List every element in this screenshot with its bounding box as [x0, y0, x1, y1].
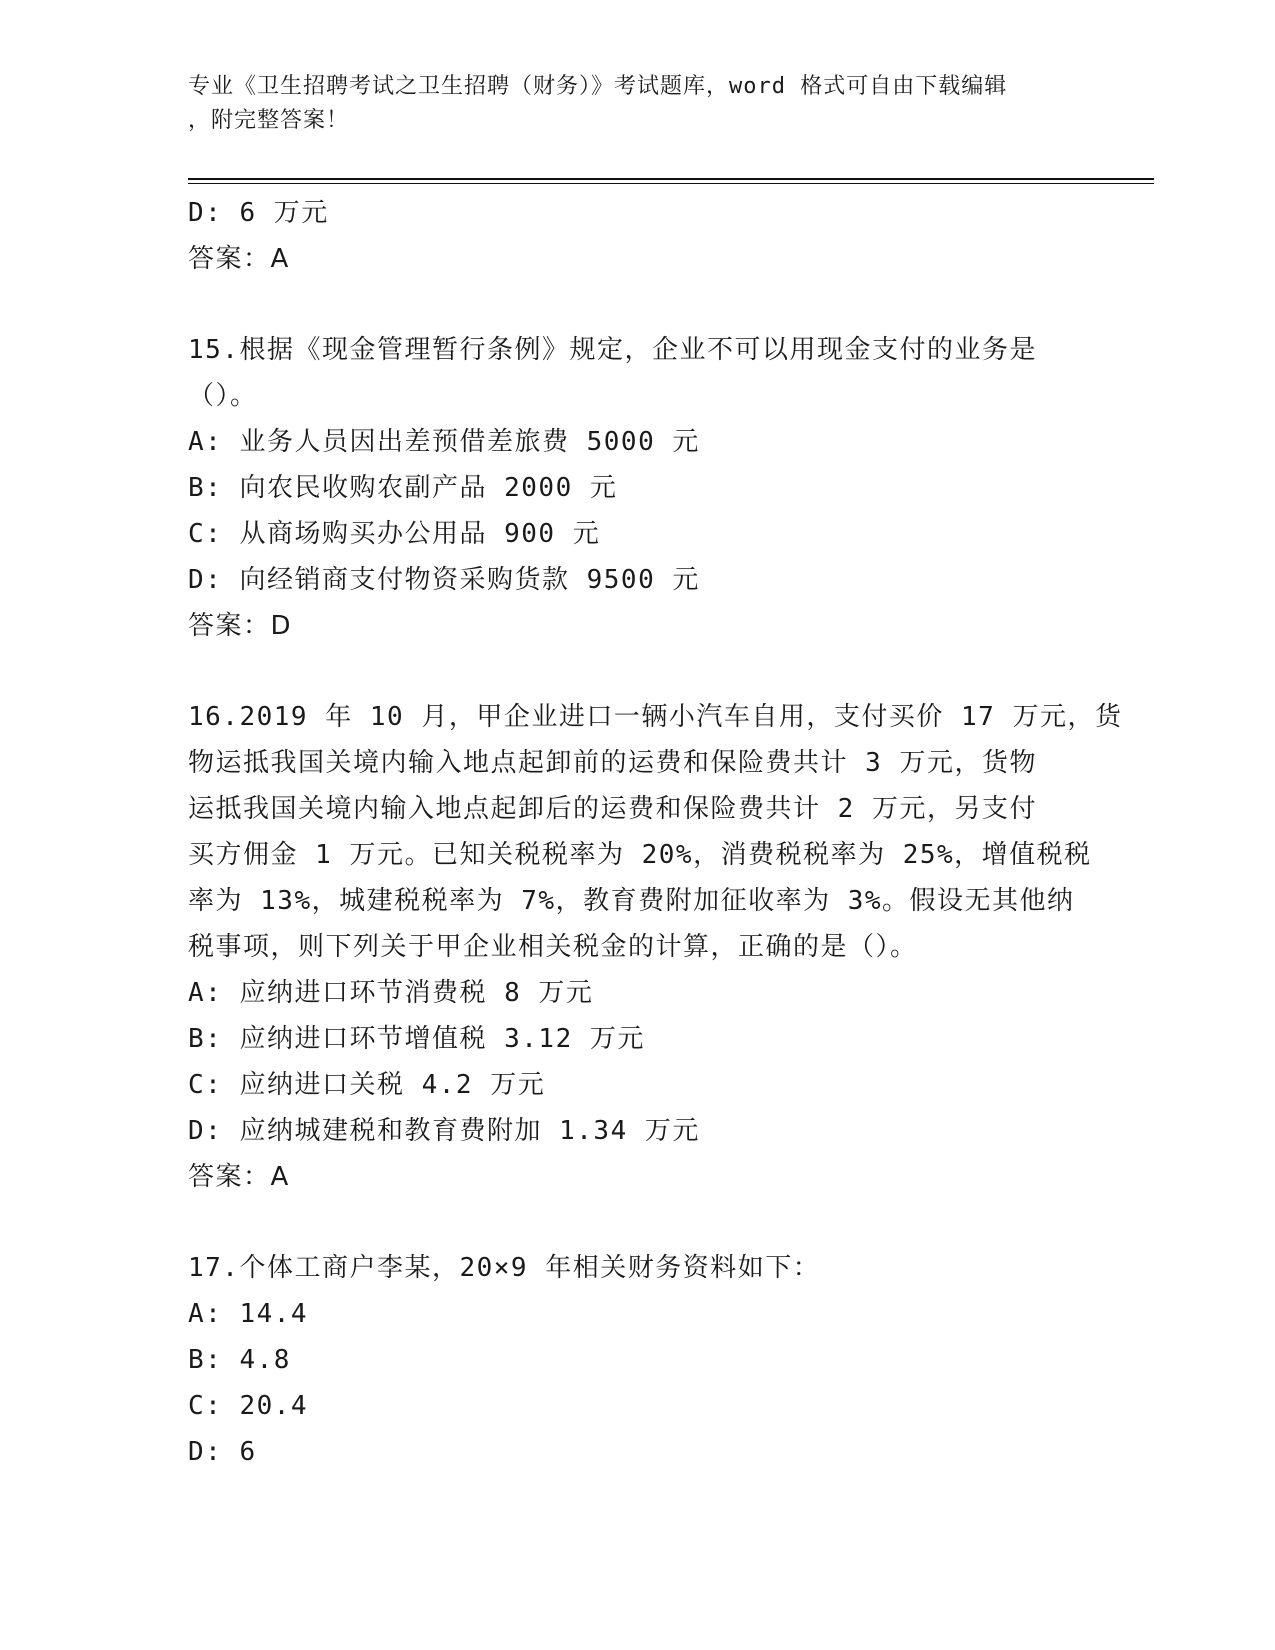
- q16-stem-line-3: 运抵我国关境内输入地点起卸后的运费和保险费共计 2 万元，另支付: [188, 794, 1037, 824]
- prev-answer: 答案：A: [188, 244, 290, 274]
- header-divider-thick: [188, 178, 1154, 180]
- q16-stem-line-5: 率为 13%，城建税税率为 7%，教育费附加征收率为 3%。假设无其他纳: [188, 886, 1075, 916]
- question-content: [188, 190, 1123, 1475]
- question-15: [188, 327, 1088, 649]
- header-line-2: ，附完整答案！: [188, 108, 350, 133]
- q15-stem-line-2: （）。: [188, 381, 258, 411]
- q16-answer: 答案：A: [188, 1162, 290, 1192]
- question-17: [188, 1245, 1088, 1475]
- question-16: [188, 694, 1123, 1200]
- q15-stem-line-1: 15.根据《现金管理暂行条例》规定，企业不可以用现金支付的业务是: [188, 335, 1037, 365]
- q16-option-b: B: 应纳进口环节增值税 3.12 万元: [188, 1024, 645, 1054]
- q17-option-c: C: 20.4: [188, 1391, 309, 1421]
- q16-stem-line-4: 买方佣金 1 万元。已知关税税率为 20%，消费税税率为 25%，增值税税: [188, 840, 1092, 870]
- q15-option-a: A: 业务人员因出差预借差旅费 5000 元: [188, 427, 700, 457]
- q15-option-c: C: 从商场购买办公用品 900 元: [188, 519, 601, 549]
- q16-option-a: A: 应纳进口环节消费税 8 万元: [188, 978, 594, 1008]
- q15-answer: 答案：D: [188, 611, 293, 641]
- q16-option-d: D: 应纳城建税和教育费附加 1.34 万元: [188, 1116, 700, 1146]
- q17-option-d: D: 6: [188, 1437, 257, 1467]
- prev-option-d: D: 6 万元: [188, 198, 329, 228]
- q15-option-d: D: 向经销商支付物资采购货款 9500 元: [188, 565, 700, 595]
- q16-option-c: C: 应纳进口关税 4.2 万元: [188, 1070, 546, 1100]
- q16-stem-line-2: 物运抵我国关境内输入地点起卸前的运费和保险费共计 3 万元，货物: [188, 748, 1037, 778]
- q15-option-b: B: 向农民收购农副产品 2000 元: [188, 473, 618, 503]
- header-line-1: 专业《卫生招聘考试之卫生招聘（财务）》考试题库，word 格式可自由下载编辑: [188, 74, 1008, 99]
- q16-stem-line-1: 16.2019 年 10 月，甲企业进口一辆小汽车自用，支付买价 17 万元，货: [188, 702, 1123, 732]
- q16-stem-line-6: 税事项，则下列关于甲企业相关税金的计算，正确的是（）。: [188, 932, 918, 962]
- document-header: [188, 70, 1068, 138]
- q17-stem: 17.个体工商户李某，20×9 年相关财务资料如下：: [188, 1253, 821, 1283]
- q17-option-b: B: 4.8: [188, 1345, 291, 1375]
- q17-option-a: A: 14.4: [188, 1299, 309, 1329]
- header-divider-thin: [188, 183, 1154, 184]
